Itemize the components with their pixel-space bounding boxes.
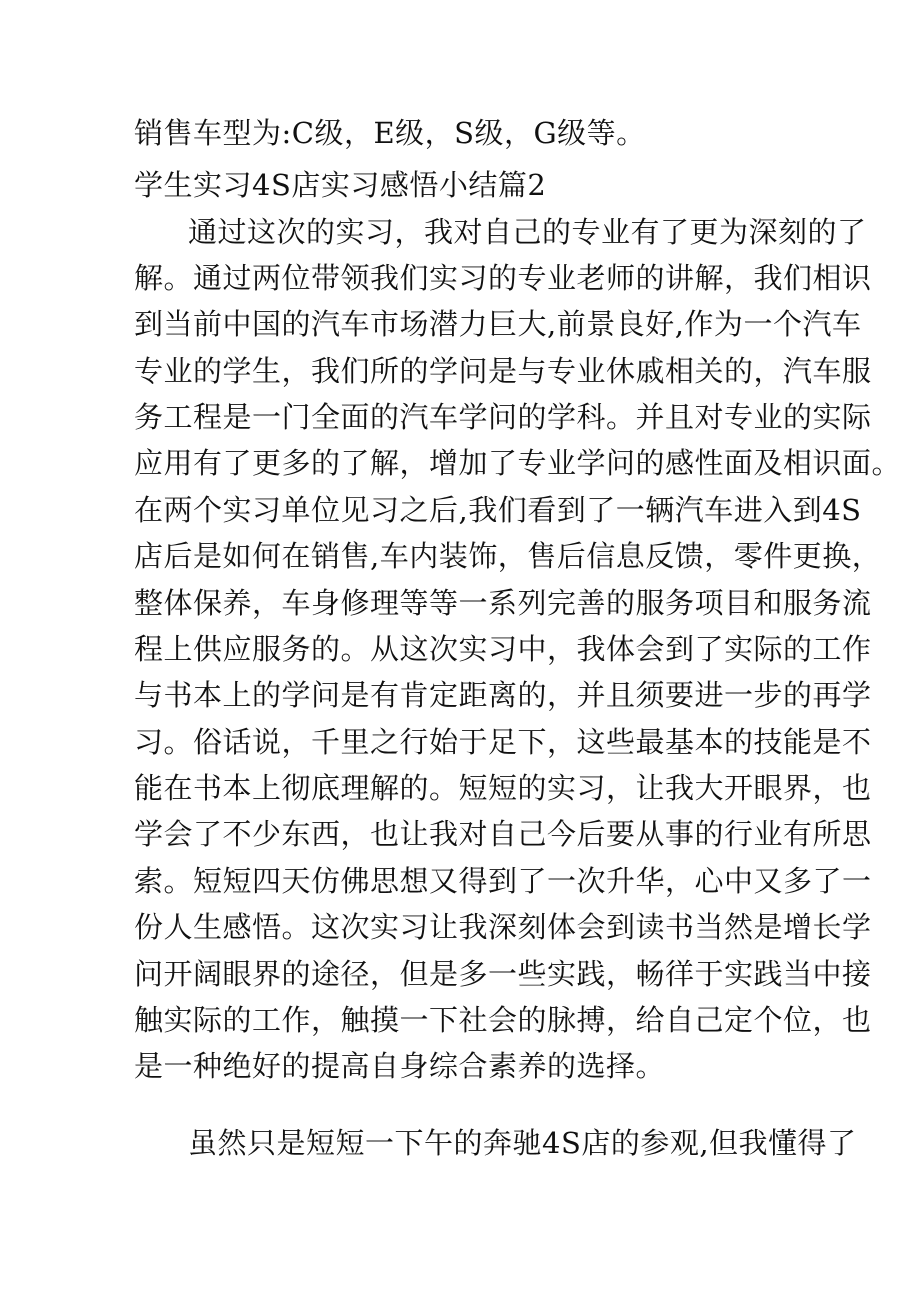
paragraph-line: 通过这次的实习，我对自己的专业有了更为深刻的了 bbox=[188, 215, 867, 249]
paragraph-line: 务工程是一门全面的汽车学问的学科。并且对专业的实际 bbox=[134, 400, 872, 434]
paragraph-line: 整体保养，车身修理等等一系列完善的服务项目和服务流 bbox=[134, 586, 872, 620]
paragraph-line: 程上供应服务的。从这次实习中，我体会到了实际的工作 bbox=[134, 632, 872, 666]
paragraph-line: 是一种绝好的提高自身综合素养的选择。 bbox=[134, 1049, 666, 1083]
paragraph-line: 解。通过两位带领我们实习的专业老师的讲解，我们相识 bbox=[134, 261, 872, 295]
paragraph-line: 触实际的工作，触摸一下社会的脉搏，给自己定个位，也 bbox=[134, 1003, 872, 1037]
section-heading: 学生实习4S店实习感悟小结篇2 bbox=[134, 168, 547, 202]
paragraph-line: 份人生感悟。这次实习让我深刻体会到读书当然是增长学 bbox=[134, 910, 872, 944]
paragraph-line: 虽然只是短短一下午的奔驰4S店的参观,但我懂得了 bbox=[188, 1126, 857, 1160]
paragraph-line: 能在书本上彻底理解的。短短的实习，让我大开眼界，也 bbox=[134, 771, 872, 805]
paragraph-line: 在两个实习单位见习之后,我们看到了一辆汽车进入到4S bbox=[134, 493, 862, 527]
paragraph-line: 应用有了更多的了解，增加了专业学问的感性面及相识面。 bbox=[134, 446, 902, 480]
paragraph-line: 专业的学生，我们所的学问是与专业休戚相关的，汽车服 bbox=[134, 354, 872, 388]
paragraph-line: 店后是如何在销售,车内装饰，售后信息反馈，零件更换， bbox=[134, 539, 882, 573]
paragraph-line: 学会了不少东西，也让我对自己今后要从事的行业有所思 bbox=[134, 817, 872, 851]
paragraph-line: 到当前中国的汽车市场潜力巨大,前景良好,作为一个汽车 bbox=[134, 307, 862, 341]
paragraph-line: 与书本上的学问是有肯定距离的，并且须要进一步的再学 bbox=[134, 678, 872, 712]
paragraph-line: 索。短短四天仿佛思想又得到了一次升华，心中又多了一 bbox=[134, 864, 872, 898]
paragraph-line: 习。俗话说，千里之行始于足下，这些最基本的技能是不 bbox=[134, 725, 872, 759]
paragraph-line: 问开阔眼界的途径，但是多一些实践，畅徉于实践当中接 bbox=[134, 957, 872, 991]
intro-line: 销售车型为:C级，E级，S级，G级等。 bbox=[134, 116, 646, 150]
